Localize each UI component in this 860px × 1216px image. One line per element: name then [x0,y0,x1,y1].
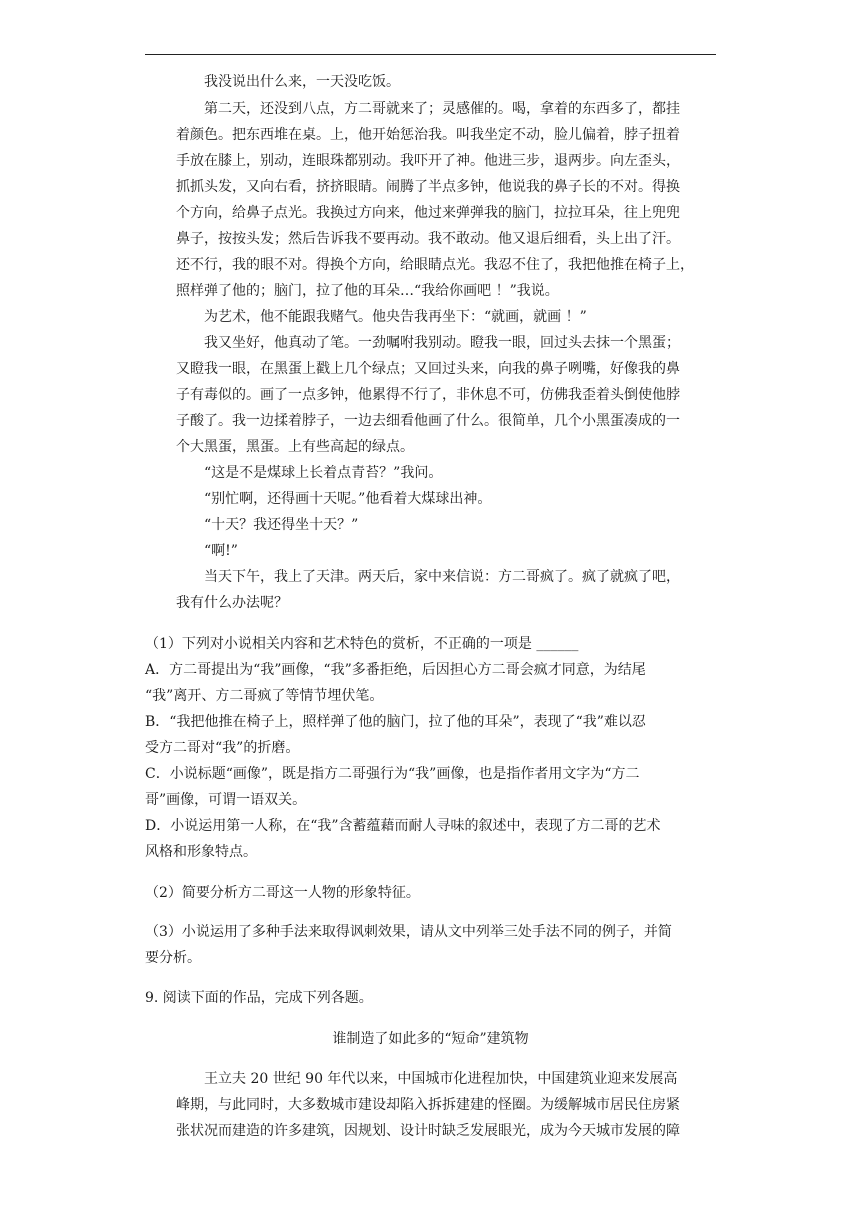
story-line: 我有什么办法呢？ [176,595,288,611]
story-line: “啊!” [204,543,238,559]
section-9-heading: 9. 阅读下面的作品，完成下列各题。 [145,990,373,1006]
option-a: “我”离开、方二哥疯了等情节埋伏笔。 [145,688,384,704]
story-line: 子酸了。我一边揉着脖子，一边去细看他画了什么。很简单，几个小黑蛋凑成的一 [176,413,680,429]
story-line: 为艺术，他不能跟我赌气。他央告我再坐下：“就画，就画 ！” [204,309,587,325]
story-line: 我又坐好，他真动了笔。一劲嘱咐我别动。瞪我一眼，回过头去抹一个黑蛋； [204,335,680,351]
story-line: 着颜色。把东西堆在桌。上，他开始惩治我。叫我坐定不动，脸儿偏着，脖子扭着 [176,127,680,143]
question-1-stem: （1）下列对小说相关内容和艺术特色的赏析，不正确的一项是 ______ [145,636,579,652]
option-d: D．小说运用第一人称，在“我”含蓄蕴藉而耐人寻味的叙述中，表现了方二哥的艺术 [145,818,661,834]
story-line: 鼻子，按按头发；然后告诉我不要再动。我不敢动。他又退后细看，头上出了汗。 [176,231,680,247]
story-line: 手放在膝上，别动，连眼珠都别动。我吓开了神。他进三步，退两步。向左歪头， [176,153,680,169]
option-d: 风格和形象特点。 [145,844,257,860]
story-line: 还不行，我的眼不对。得换个方向，给眼睛点光。我忍不住了，我把他推在椅子上， [176,257,694,273]
story-line: 又瞪我一眼，在黑蛋上戳上几个绿点；又回过头来，向我的鼻子咧嘴，好像我的鼻 [176,361,680,377]
story-line: “这是不是煤球上长着点青苔？”我问。 [204,465,443,481]
story-line: 照样弹了他的；脑门，拉了他的耳朵…“我给你画吧 ！”我说。 [176,283,559,299]
story-line: 第二天，还没到八点，方二哥就来了；灵感催的。喝，拿着的东西多了，都挂 [204,101,680,117]
question-3: 要分析。 [145,950,201,966]
option-a: A．方二哥提出为“我”画像，“我”多番拒绝，后因担心方二哥会疯才同意，为结尾 [145,662,646,678]
article-line: 王立夫 20 世纪 90 年代以来，中国城市化进程加快，中国建筑业迎来发展高 [204,1071,678,1087]
story-line: 子有毒似的。画了一点多钟，他累得不行了，非休息不可，仿佛我歪着头倒使他脖 [176,387,680,403]
story-line: “别忙啊，还得画十天呢。”他看着大煤球出神。 [204,491,492,507]
option-c: 哥”画像，可谓一语双关。 [145,792,307,808]
option-b: B．“我把他推在椅子上，照样弹了他的脑门，拉了他的耳朵”，表现了“我”难以忍 [145,714,646,730]
article-line: 张状况而建造的许多建筑，因规划、设计时缺乏发展眼光，成为今天城市发展的障 [176,1123,680,1139]
story-line: 个大黑蛋，黑蛋。上有些高起的绿点。 [176,439,414,455]
story-line: “十天？我还得坐十天？” [204,517,359,533]
story-line: 抓抓头发，又向右看，挤挤眼睛。闹腾了半点多钟，他说我的鼻子长的不对。得换 [176,179,680,195]
question-2: （2）简要分析方二哥这一人物的形象特征。 [145,885,420,901]
story-line: 当天下午，我上了天津。两天后，家中来信说：方二哥疯了。疯了就疯了吧， [204,569,680,585]
option-b: 受方二哥对“我”的折磨。 [145,740,300,756]
option-c: C．小说标题“画像”，既是指方二哥强行为“我”画像，也是指作者用文字为“方二 [145,766,640,782]
article-title: 谁制造了如此多的“短命”建筑物 [332,1031,529,1047]
article-line: 峰期，与此同时，大多数城市建设却陷入拆拆建建的怪圈。为缓解城市居民住房紧 [176,1097,680,1113]
story-line: 个方向，给鼻子点光。我换过方向来，他过来弹弹我的脑门，拉拉耳朵，往上兜兜 [176,205,680,221]
story-line: 我没说出什么来，一天没吃饭。 [204,74,400,90]
question-3: （3）小说运用了多种手法来取得讽刺效果，请从文中列举三处手法不同的例子，并简 [145,924,672,940]
header-rule [145,54,716,55]
